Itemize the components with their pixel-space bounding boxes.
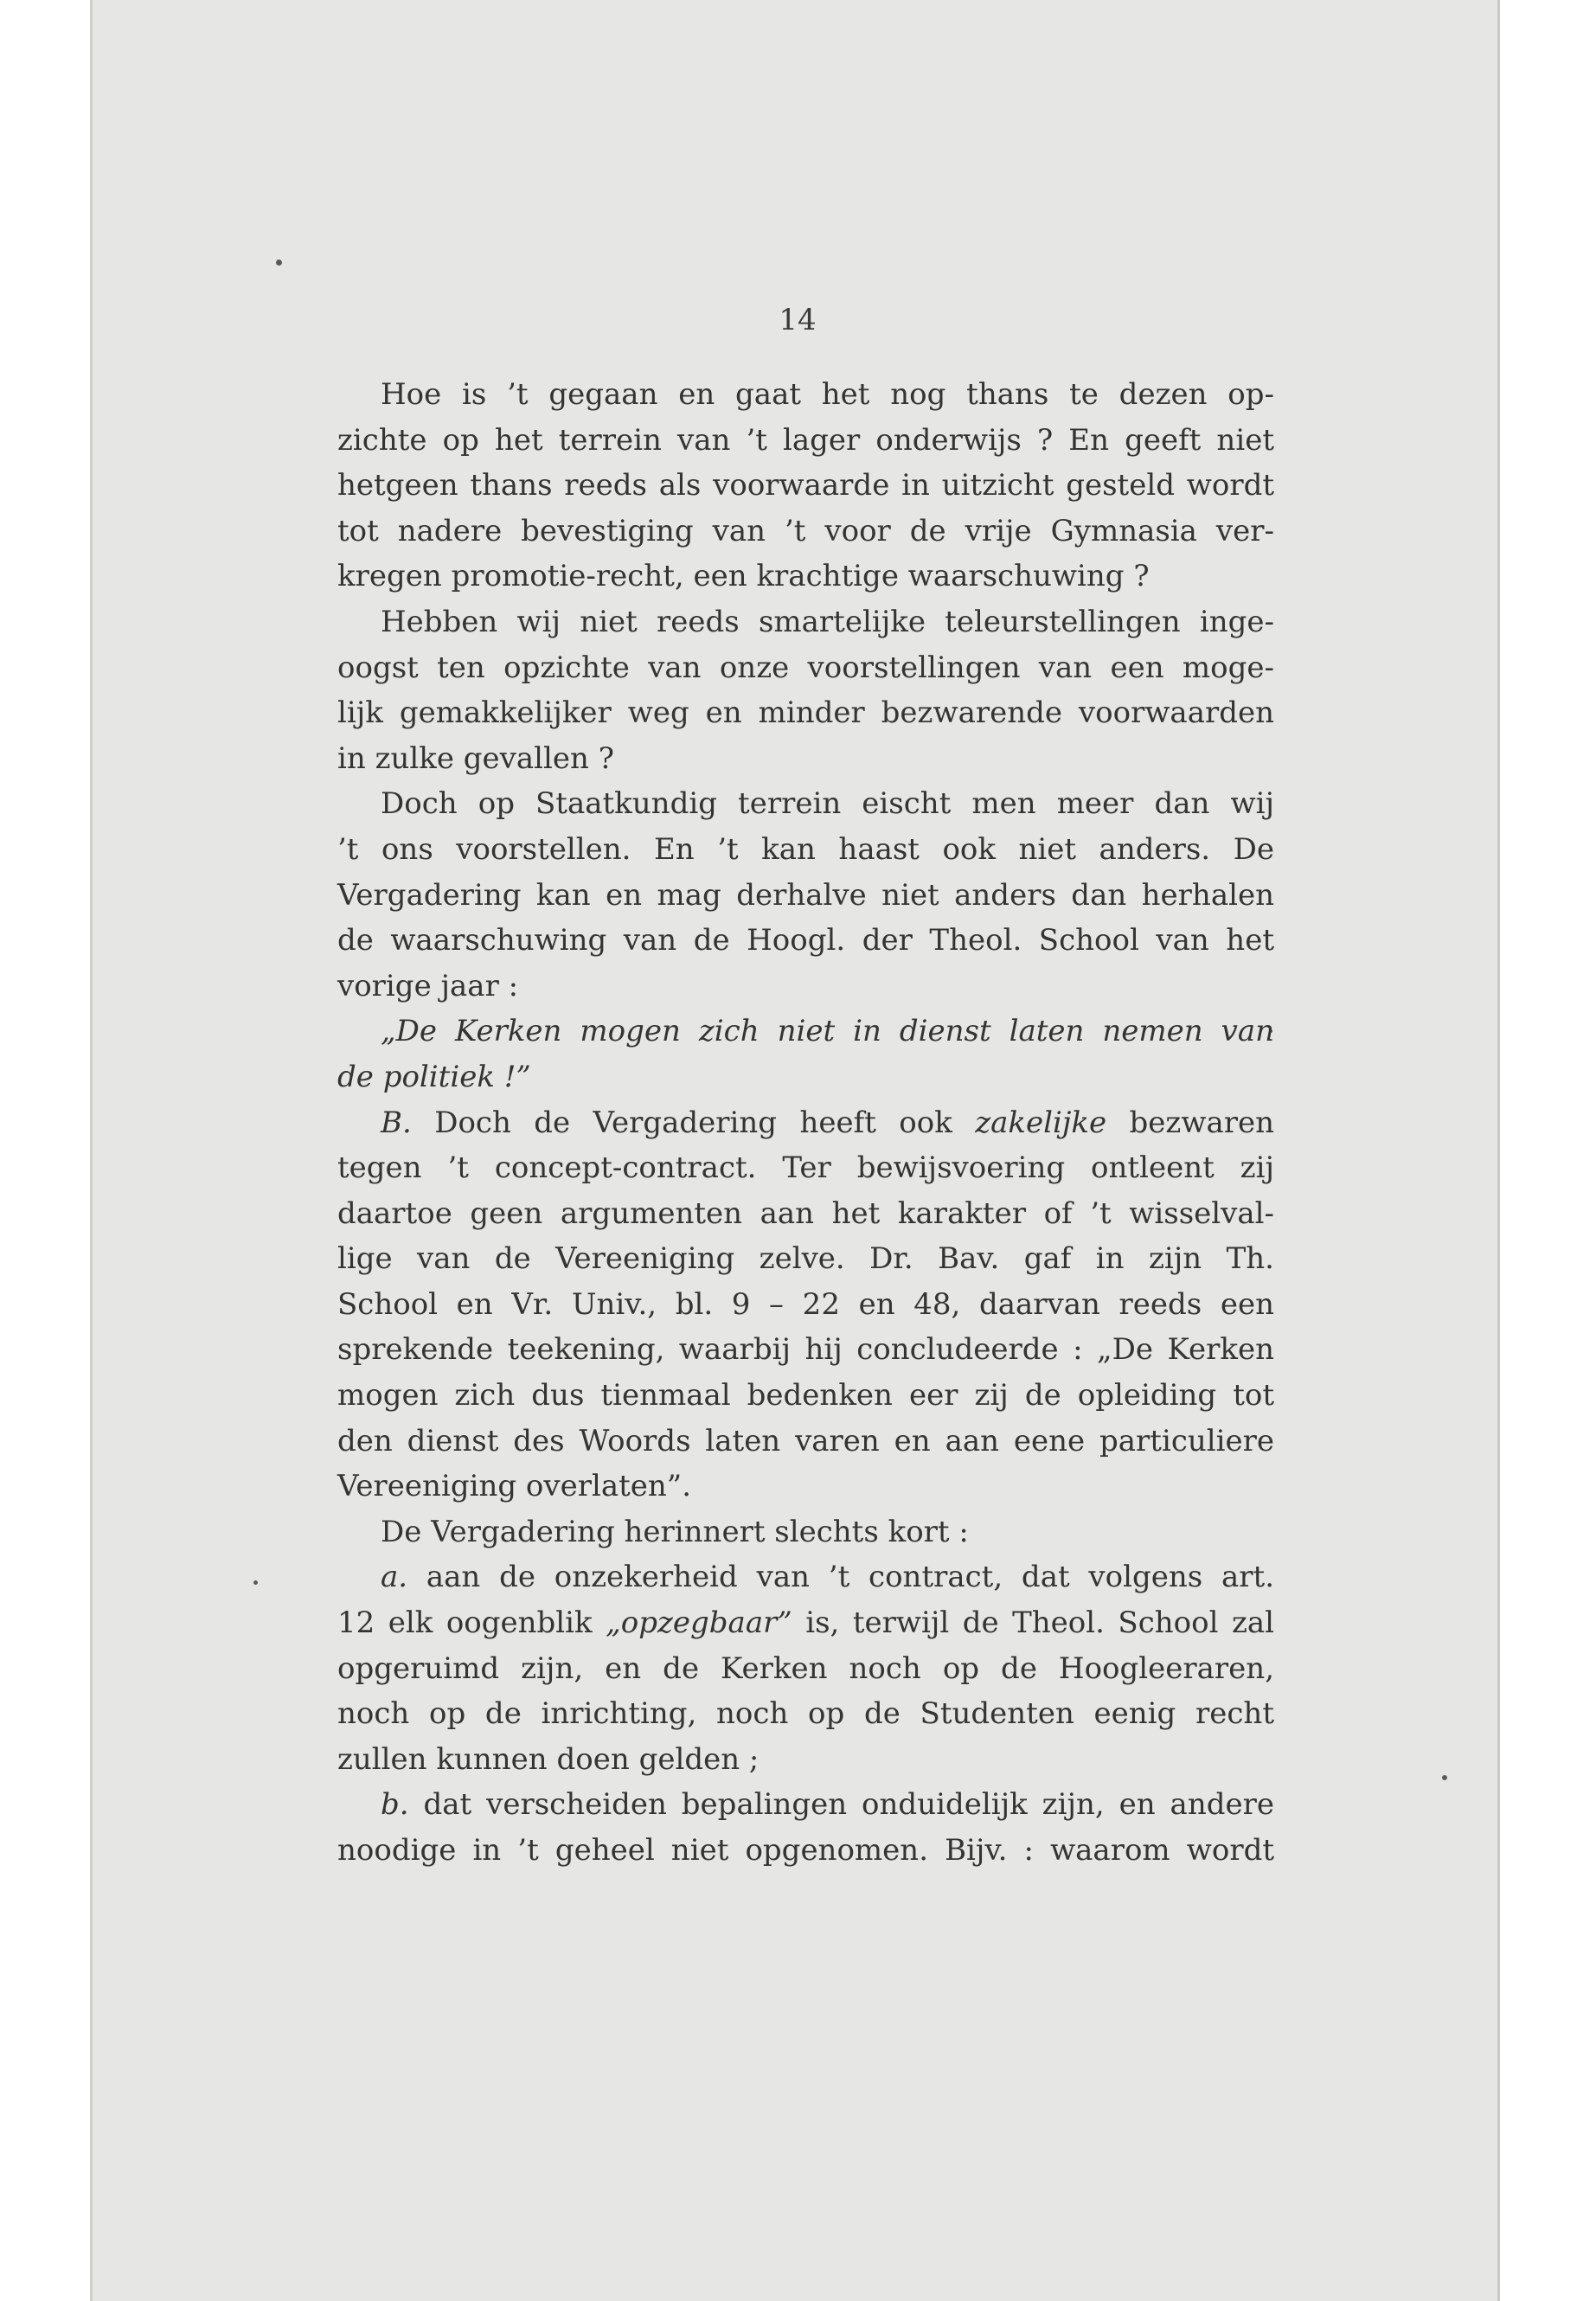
text-line: lige van de Vereeniging zelve. Dr. Bav. gaf in zijn Th. [337, 1241, 1274, 1277]
body-text [337, 372, 1274, 1874]
text-line: Vergadering kan en mag derhalve niet anders dan herhalen [337, 877, 1274, 913]
text-line: Hebben wij niet reeds smartelijke teleurstellingen inge- [381, 604, 1274, 639]
scan-speck [276, 260, 282, 266]
text-line: in zulke gevallen ? [337, 740, 614, 776]
text-line: opgeruimd zijn, en de Kerken noch op de Hoogleeraren, [337, 1650, 1274, 1686]
list-marker: a. [381, 1560, 408, 1595]
text-line: B. Doch de Vergadering heeft ook zakelijke bezwaren [381, 1105, 1274, 1140]
text-line: daartoe geen argumenten aan het karakter of ’t wisselval- [337, 1195, 1274, 1231]
page-number: 14 [779, 303, 817, 337]
text-line: Hoe is ’t gegaan en gaat het nog thans te dezen op- [381, 377, 1274, 412]
text-line: Vereeniging overlaten”. [337, 1469, 691, 1504]
text-line: b. dat verscheiden bepalingen onduidelijk zijn, en andere [381, 1787, 1274, 1823]
text-line: zichte op het terrein van ’t lager onderwijs ? En geeft niet [337, 422, 1274, 458]
text-line: tegen ’t concept-contract. Ter bewijsvoering ontleent zij [337, 1150, 1274, 1186]
text-line: kregen promotie-recht, een krachtige waarschuwing ? [337, 559, 1150, 594]
emphasis: „opzegbaar” [606, 1606, 792, 1641]
section-marker: B. [381, 1105, 412, 1140]
emphasis: zakelijke [975, 1105, 1107, 1140]
text-line: mogen zich dus tienmaal bedenken eer zij de opleiding tot [337, 1378, 1274, 1413]
book-page [90, 0, 1500, 2301]
scan-speck [1442, 1775, 1447, 1780]
text-line: lijk gemakkelijker weg en minder bezwarende voorwaarden [337, 695, 1274, 731]
text-line: noodige in ’t geheel niet opgenomen. Bijv. : waarom wordt [337, 1833, 1274, 1868]
text-line: zullen kunnen doen gelden ; [337, 1741, 760, 1777]
text-line: Doch op Staatkundig terrein eischt men meer dan wij [381, 786, 1274, 822]
scan-speck [253, 1580, 258, 1585]
text-line: noch op de inrichting, noch op de Studenten eenig recht [337, 1696, 1274, 1732]
text-line: a. aan de onzekerheid van ’t contract, dat volgens art. [381, 1560, 1274, 1595]
text-line: de waarschuwing van de Hoogl. der Theol. School van het [337, 923, 1274, 958]
text-line: vorige jaar : [337, 968, 519, 1003]
text-line: ’t ons voorstellen. En ’t kan haast ook niet anders. De [337, 831, 1274, 867]
text-line: den dienst des Woords laten varen en aan eene particuliere [337, 1423, 1274, 1458]
text-line: oogst ten opzichte van onze voorstellingen van een moge- [337, 650, 1274, 685]
text-line: sprekende teekening, waarbij hij concludeerde : „De Kerken [337, 1332, 1274, 1368]
quote-line: „De Kerken mogen zich niet in dienst laten nemen van [381, 1014, 1274, 1049]
text-line: School en Vr. Univ., bl. 9 – 22 en 48, daarvan reeds een [337, 1286, 1274, 1322]
quote-line: de politiek !” [337, 1059, 531, 1094]
list-marker: b. [381, 1787, 409, 1823]
text-line: 12 elk oogenblik „opzegbaar” is, terwijl de Theol. School zal [337, 1606, 1274, 1641]
text-line: hetgeen thans reeds als voorwaarde in uitzicht gesteld wordt [337, 468, 1274, 503]
text-line: tot nadere bevestiging van ’t voor de vrije Gymnasia ver- [337, 513, 1274, 548]
text-line: De Vergadering herinnert slechts kort : [381, 1514, 969, 1549]
